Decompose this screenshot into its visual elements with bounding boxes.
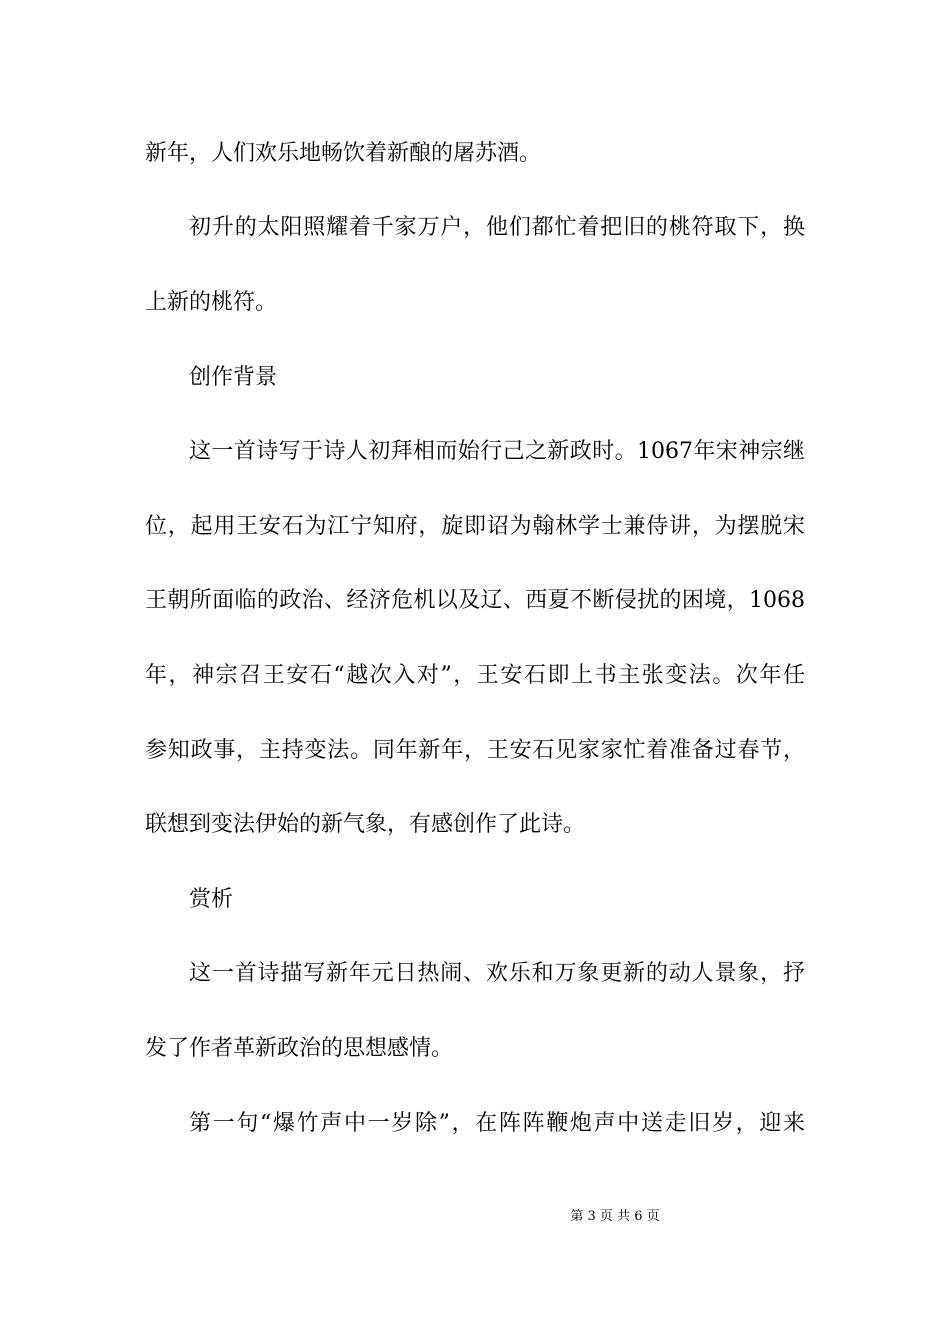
paragraph-line: 这一首诗写于诗人初拜相而始行己之新政时。1067年宋神宗继 [189, 439, 805, 464]
paragraph-line: 参知政事，主持变法。同年新年，王安石见家家忙着准备过春节， [145, 738, 805, 763]
paragraph-line: 位，起用王安石为江宁知府，旋即诏为翰林学士兼侍讲，为摆脱宋 [145, 514, 805, 539]
paragraph-line: 王朝所面临的政治、经济危机以及辽、西夏不断侵扰的困境，1068 [145, 588, 805, 613]
paragraph-line: 初升的太阳照耀着千家万户，他们都忙着把旧的桃符取下，换 [189, 215, 805, 240]
paragraph-line: 发了作者革新政治的思想感情。 [145, 1036, 454, 1061]
paragraph-line: 联想到变法伊始的新气象，有感创作了此诗。 [145, 812, 586, 837]
paragraph-line: 年，神宗召王安石“越次入对”，王安石即上书主张变法。次年任 [145, 663, 805, 688]
page-number: 第 3 页 共 6 页 [570, 1209, 660, 1224]
paragraph-line: 上新的桃符。 [145, 290, 278, 315]
section-heading: 赏析 [189, 887, 234, 912]
paragraph-line: 新年，人们欢乐地畅饮着新酿的屠苏酒。 [145, 141, 542, 166]
paragraph-line: 第一句“爆竹声中一岁除”，在阵阵鞭炮声中送走旧岁，迎来 [189, 1111, 805, 1136]
paragraph-line: 这一首诗描写新年元日热闹、欢乐和万象更新的动人景象，抒 [189, 961, 805, 986]
section-heading: 创作背景 [189, 365, 278, 390]
